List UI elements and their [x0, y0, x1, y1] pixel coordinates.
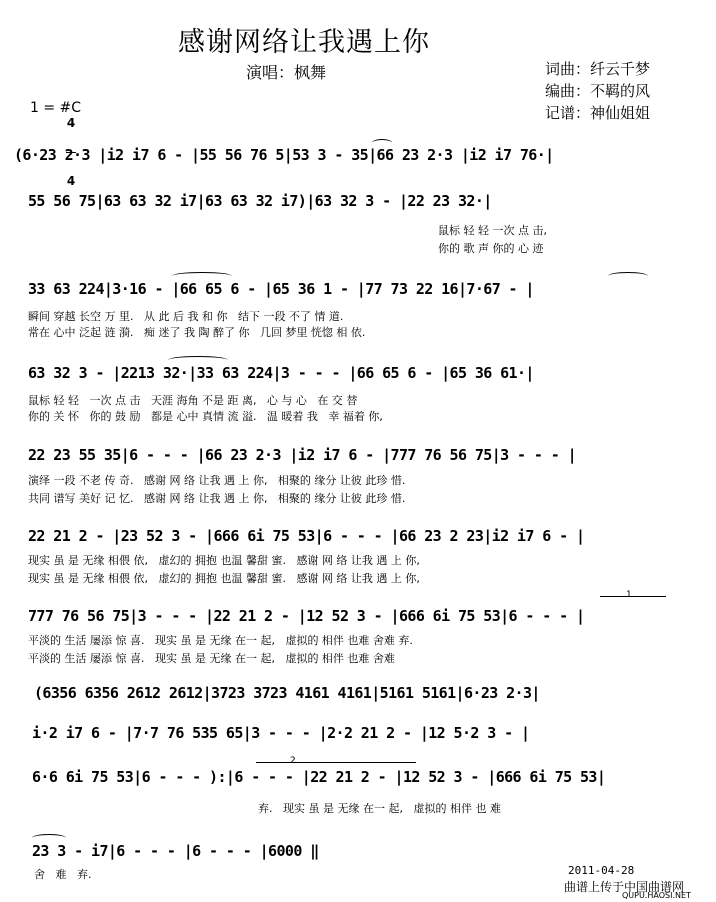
lyric-line-5a: 演绎 一段 不老 传 奇. 感谢 网 络 让我 遇 上 你, 相聚的 缘分 让彼 此珍 惜. — [28, 474, 406, 487]
score-line-9: i·2 i7 6 - |7·7 76 535 65|3 - - - |2·2 21 2 - |12 5·2 3 - | — [32, 724, 530, 742]
time-signature-top: 4 — [66, 116, 76, 130]
upload-date: 2011-04-28 — [568, 864, 635, 877]
lyric-line-4a: 鼠标 轻 轻 一次 点 击 天涯 海角 不是 距 离, 心 与 心 在 交 替 — [28, 394, 358, 407]
volta-number: 2 — [290, 756, 296, 766]
slur — [372, 139, 392, 147]
key-signature: 1 = #C — [30, 100, 82, 116]
arranger-credit: 编曲：不羁的风 — [545, 82, 651, 100]
lyric-line-7b: 平淡的 生活 屡添 惊 喜. 现实 虽 是 无缘 在一 起, 虚拟的 相伴 也难 舍难 — [28, 652, 395, 665]
lyric-line-2b: 你的 歌 声 你的 心 迹 — [438, 242, 544, 255]
volta-bracket — [600, 596, 666, 597]
song-title: 感谢网络让我遇上你 — [178, 27, 430, 58]
lyric-line-11: 舍 难 弃. — [34, 868, 92, 881]
lyric-line-3a: 瞬间 穿越 长空 万 里. 从 此 后 我 和 你 结下 一段 不了 情 道. — [28, 310, 344, 323]
slur — [168, 356, 228, 364]
lyric-line-5b: 共同 谱写 美好 记 忆. 感谢 网 络 让我 遇 上 你, 相聚的 缘分 让彼 此珍 惜. — [28, 492, 406, 505]
score-line-10: 6·6 6i 75 53|6 - - - ):|6 - - - |22 21 2 - |12 52 3 - |666 6i 75 53| — [32, 768, 606, 786]
lyric-line-2a: 鼠标 轻 轻 一次 点 击, — [438, 224, 547, 237]
score-line-3: 33 63 224|3·16 - |66 65 6 - |65 36 1 - |77 73 22 16|7·67 - | — [28, 280, 534, 298]
watermark: 曲谱上传于中国曲谱网 — [564, 880, 685, 894]
lyricist-credit: 词曲：纤云千梦 — [545, 60, 651, 78]
watermark-url: QUPU.HAOSI.NET — [622, 891, 691, 900]
volta-bracket — [256, 762, 416, 763]
lyric-line-3b: 常在 心中 泛起 涟 漪. 痴 迷了 我 陶 醉了 你 几回 梦里 恍惚 相 依. — [28, 326, 366, 339]
transcriber-credit: 记谱：神仙姐姐 — [545, 104, 651, 122]
score-line-7: 777 76 56 75|3 - - - |22 21 2 - |12 52 3 - |666 6i 75 53|6 - - - | — [28, 607, 585, 625]
score-line-1: (6·23 2·3 |i2 i7 6 - |55 56 76 5|53 3 - 35|66 23 2·3 |i2 i7 76·| — [14, 146, 554, 164]
singer-credit: 演唱：枫舞 — [246, 63, 327, 82]
lyric-line-6a: 现实 虽 是 无缘 相偎 依, 虚幻的 拥抱 也温 馨甜 蜜. 感谢 网 络 让我 遇 上 你, — [28, 554, 420, 567]
score-line-8: (6356 6356 2612 2612|3723 3723 4161 4161|5161 5161|6·23 2·3| — [34, 684, 540, 702]
time-signature-bottom: 4 — [66, 174, 76, 188]
slur — [608, 272, 648, 280]
score-line-11: 23 3 - i7|6 - - - |6 - - - |6000 ‖ — [32, 842, 319, 860]
score-line-2: 55 56 75|63 63 32 i7|63 63 32 i7)|63 32 3 - |22 23 32·| — [28, 192, 492, 210]
slur — [32, 834, 66, 842]
score-line-5: 22 23 55 35|6 - - - |66 23 2·3 |i2 i7 6 - |777 76 56 75|3 - - - | — [28, 446, 577, 464]
lyric-line-10: 弃. 现实 虽 是 无缘 在一 起, 虚拟的 相伴 也 难 — [258, 802, 501, 815]
lyric-line-6b: 现实 虽 是 无缘 相偎 依, 虚幻的 拥抱 也温 馨甜 蜜. 感谢 网 络 让我 遇 上 你, — [28, 572, 420, 585]
lyric-line-7a: 平淡的 生活 屡添 惊 喜. 现实 虽 是 无缘 在一 起, 虚拟的 相伴 也难 舍难 弃. — [28, 634, 413, 647]
volta-number: 1 — [626, 590, 632, 600]
lyric-line-4b: 你的 关 怀 你的 鼓 励 都是 心中 真情 流 溢. 温 暖着 我 幸 福着 你, — [28, 410, 383, 423]
slur — [172, 272, 232, 280]
score-line-4: 63 32 3 - |2213 32·|33 63 224|3 - - - |66 65 6 - |65 36 61·| — [28, 364, 534, 382]
score-line-6: 22 21 2 - |23 52 3 - |666 6i 75 53|6 - - - |66 23 2 23|i2 i7 6 - | — [28, 527, 585, 545]
